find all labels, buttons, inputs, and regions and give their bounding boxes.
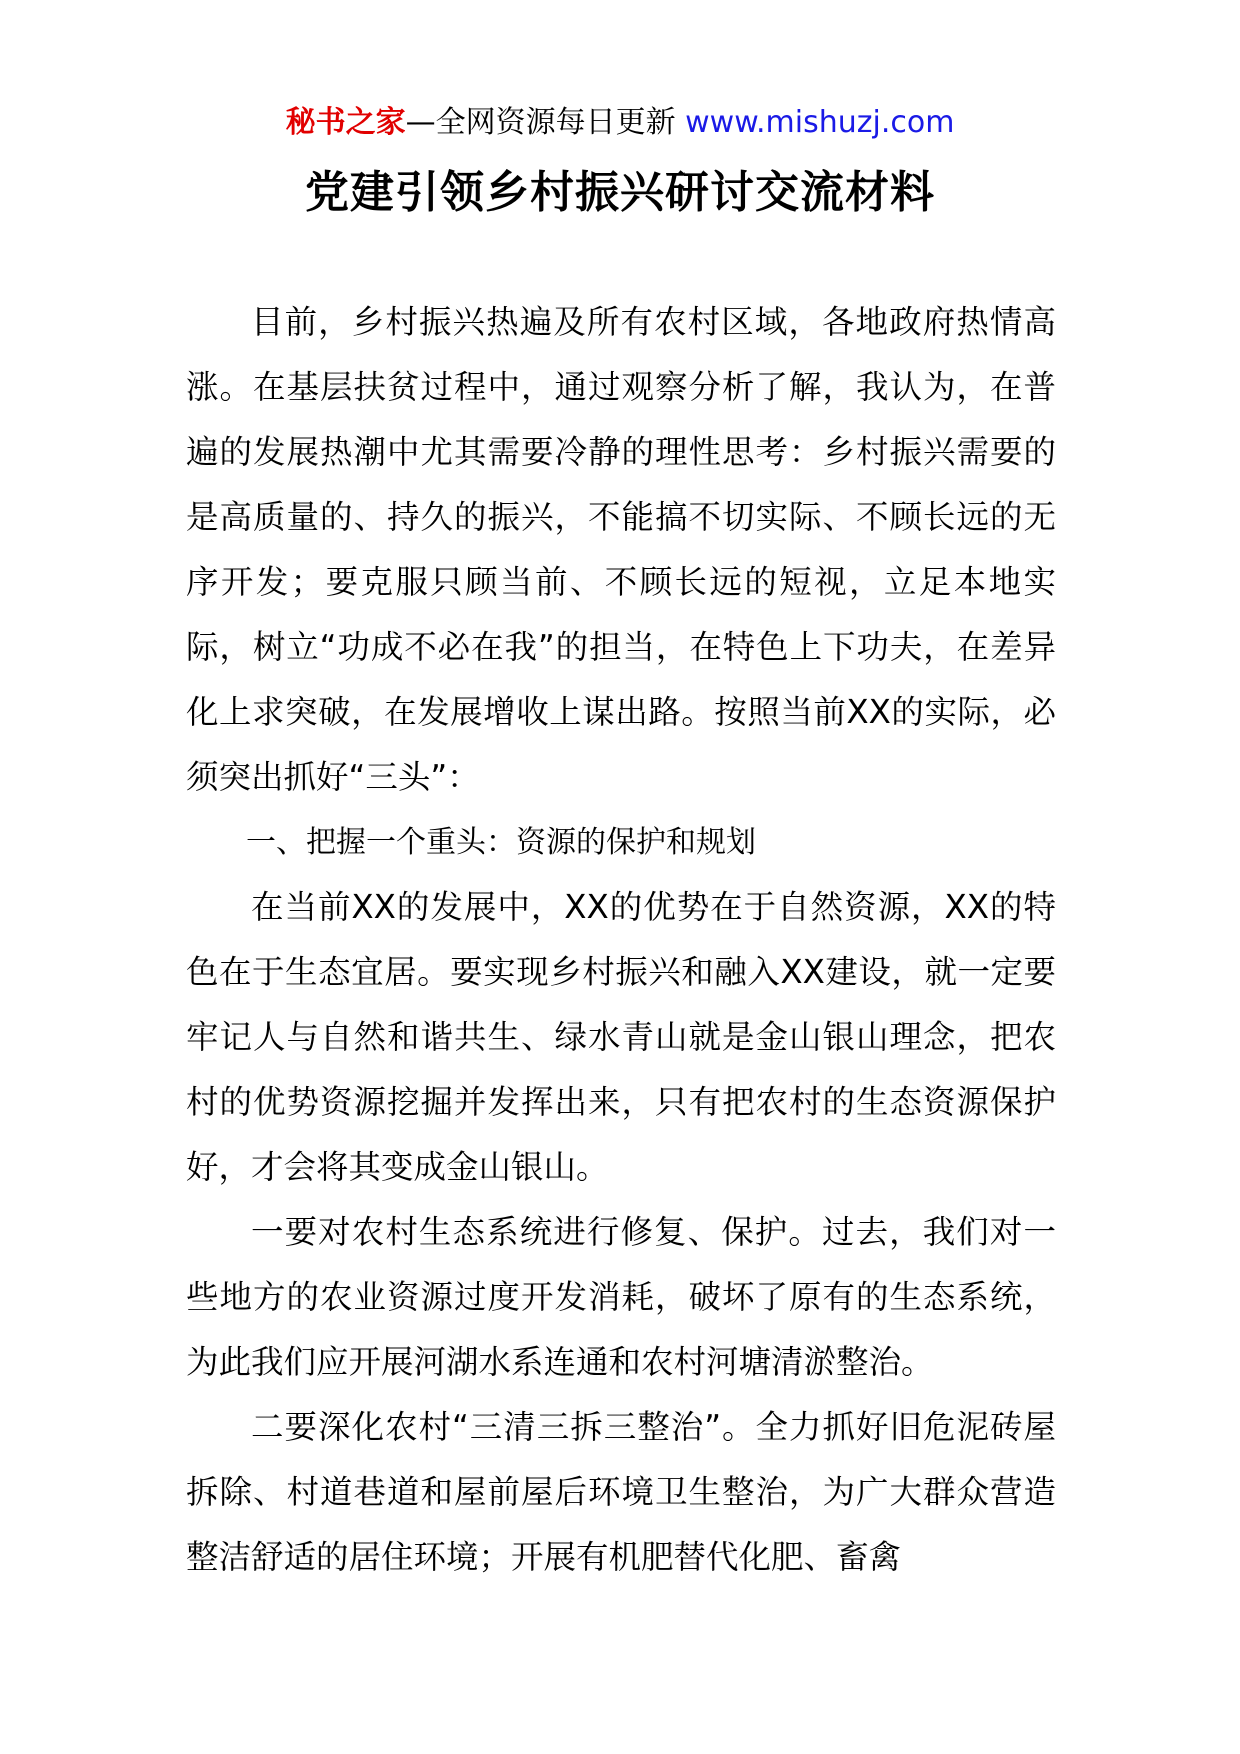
document-body bbox=[186, 290, 1056, 1590]
site-header bbox=[0, 100, 1240, 146]
site-url-link[interactable]: www.mishuzj.com bbox=[685, 105, 955, 140]
section-heading: 一、把握一个重头：资源的保护和规划 bbox=[246, 825, 756, 860]
body-paragraph: 一要对农村生态系统进行修复、保护。过去，我们对一些地方的农业资源过度开发消耗，破坏了原有的生态系统，为此我们应开展河湖水系连通和农村河塘清淤整治。 bbox=[186, 1213, 1056, 1381]
brand-name: 秘书之家 bbox=[285, 105, 406, 140]
intro-paragraph: 目前，乡村振兴热遍及所有农村区域，各地政府热情高涨。在基层扶贫过程中，通过观察分析了解，我认为，在普遍的发展热潮中尤其需要冷静的理性思考：乡村振兴需要的是高质量的、持久的振兴，不能搞不切实际、不顾长远的无序开发；要克服只顾当前、不顾长远的短视，立足本地实际，树立“功成不必在我”的担当，在特色上下功夫，在差异化上求突破，在发展增收上谋出路。按照当前XX的实际，必须突出抓好“三头”： bbox=[186, 303, 1056, 796]
body-paragraph: 二要深化农村“三清三拆三整治”。全力抓好旧危泥砖屋拆除、村道巷道和屋前屋后环境卫生整治，为广大群众营造整洁舒适的居住环境；开展有机肥替代化肥、畜禽 bbox=[186, 1408, 1056, 1576]
document-title: 党建引领乡村振兴研讨交流材料 bbox=[305, 167, 935, 218]
body-paragraph: 在当前XX的发展中，XX的优势在于自然资源，XX的特色在于生态宜居。要实现乡村振兴和融入XX建设，就一定要牢记人与自然和谐共生、绿水青山就是金山银山理念，把农村的优势资源挖掘并发挥出来，只有把农村的生态资源保护好，才会将其变成金山银山。 bbox=[186, 888, 1056, 1186]
site-tagline: —全网资源每日更新 bbox=[405, 105, 676, 140]
